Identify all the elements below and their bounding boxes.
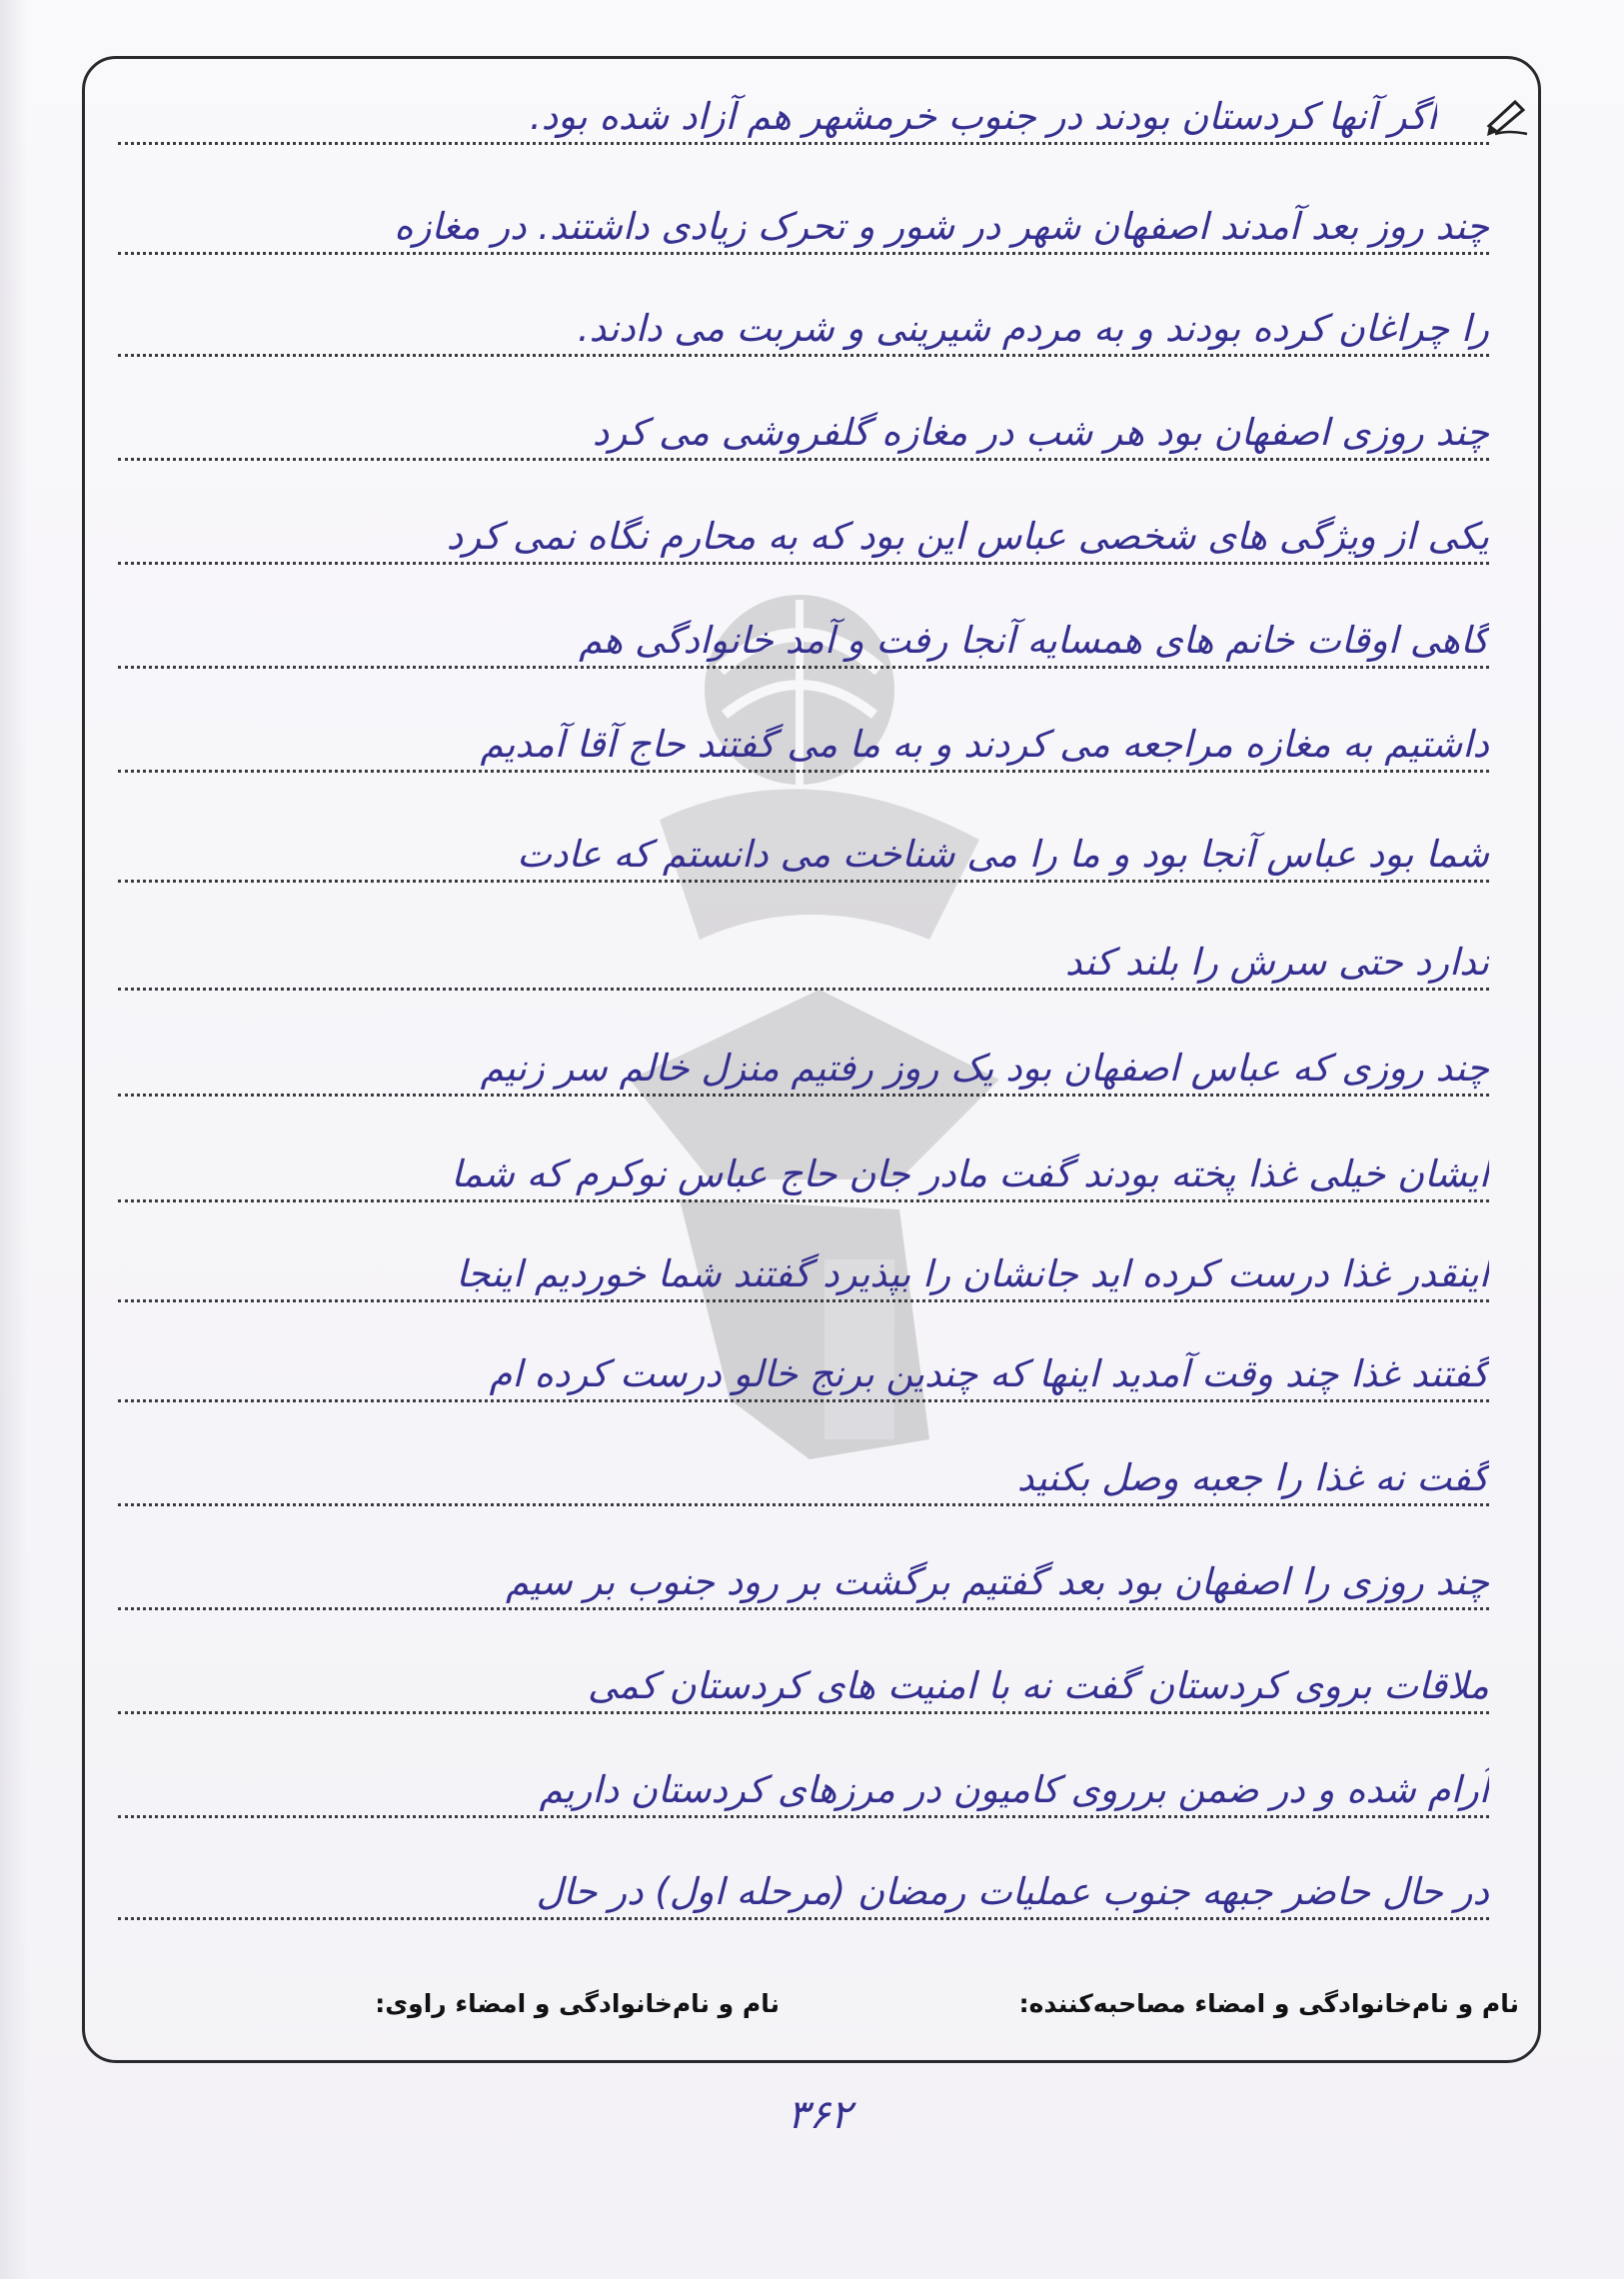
handwritten-line: شما بود عباس آنجا بود و ما را می شناخت می دانستم که عادت (517, 833, 1489, 876)
handwritten-line: گفت نه غذا را جعبه وصل بکنید (1016, 1456, 1489, 1499)
pen-writing-icon (1485, 92, 1531, 138)
handwritten-line: چند روزی که عباس اصفهان بود یک روز رفتیم منزل خالم سر زنیم (480, 1047, 1489, 1090)
page-number: ۳۶۲ (787, 2092, 852, 2138)
handwritten-line: ندارد حتی سرش را بلند کند (1064, 941, 1489, 984)
handwritten-line: چند روزی را اصفهان بود بعد گفتیم برگشت بر رود جنوب بر سیم (505, 1560, 1489, 1603)
handwritten-line: چند روز بعد آمدند اصفهان شهر در شور و تحرک زیادی داشتند. در مغازه (394, 205, 1489, 248)
handwritten-line: آرام شده و در ضمن برروی کامیون در مرزهای کردستان داریم (539, 1768, 1489, 1811)
handwritten-line: چند روزی اصفهان بود هر شب در مغازه گلفروشی می کرد (592, 411, 1489, 454)
handwritten-line: را چراغان کرده بودند و به مردم شیرینی و شربت می دادند. (577, 307, 1489, 350)
handwritten-line: یکی از ویژگی های شخصی عباس این بود که به محارم نگاه نمی کرد (446, 515, 1489, 558)
handwritten-line: اگر آنها کردستان بودند در جنوب خرمشهر هم آزاد شده بود. (530, 95, 1437, 138)
handwritten-line: گفتند غذا چند وقت آمدید اینها که چندین برنج خالو درست کرده ام (489, 1352, 1489, 1395)
interviewer-signature-label: نام و نام‌خانوادگی و امضاء مصاحبه‌کننده: (1018, 1989, 1519, 2018)
handwritten-line: ملاقات بروی کردستان گفت نه با امنیت های کردستان کمی (587, 1664, 1489, 1707)
handwritten-line: در حال حاضر جبهه جنوب عملیات رمضان (مرحله اول) در حال (536, 1870, 1489, 1913)
handwritten-line: داشتیم به مغازه مراجعه می کردند و به ما می گفتند حاج آقا آمدیم (480, 723, 1489, 766)
handwritten-line: ایشان خیلی غذا پخته بودند گفت مادر جان حاج عباس نوکرم که شما (451, 1152, 1489, 1195)
handwritten-line: اینقدر غذا درست کرده اید جانشان را بپذیرد گفتند شما خوردیم اینجا (456, 1252, 1489, 1295)
scan-edge-shadow (0, 0, 28, 2279)
narrator-signature-label: نام و نام‌خانوادگی و امضاء راوی: (375, 1989, 780, 2018)
handwritten-line: گاهی اوقات خانم های همسایه آنجا رفت و آمد خانوادگی هم (579, 619, 1489, 662)
